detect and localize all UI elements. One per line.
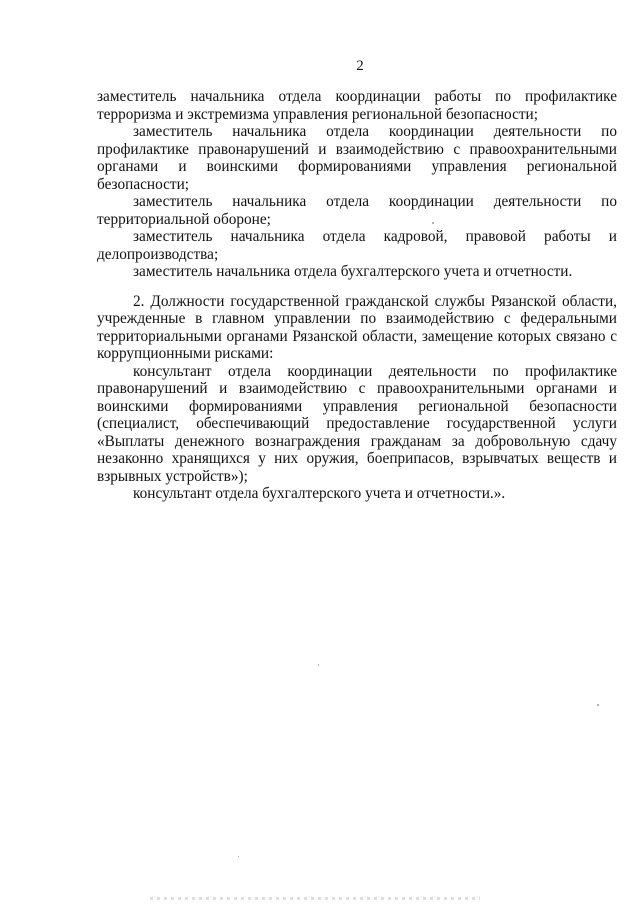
scan-speck	[432, 222, 434, 224]
document-body	[97, 88, 617, 503]
scan-speck	[238, 856, 239, 857]
paragraph-deputy-offense-prevention: заместитель начальника отдела координации деятельности по профилактике правонарушений и взаимодействию с правоохранительными органами и воинскими формированиями управления региональной безопасности;	[97, 123, 617, 193]
paragraph-consultant-offense-prevention: консультант отдела координации деятельности по профилактике правонарушений и взаимодействию с правоохранительными органами и воинскими формированиями управления региональной безопасности (специалист, обеспечивающий предоставление государственной услуги «Выплаты денежного вознаграждения гражданам за добровольную сдачу незаконно хранящихся у них оружия, боеприпасов, взрывчатых веществ и взрывных устройств»);	[97, 362, 617, 485]
paragraph-deputy-accounting: заместитель начальника отдела бухгалтерского учета и отчетности.	[133, 263, 573, 280]
paragraph-deputy-terrorism: заместитель начальника отдела координации работы по профилактике терроризма и экстремизма управления региональной безопасности;	[97, 88, 617, 123]
paragraph-deputy-territorial-defense: заместитель начальника отдела координации деятельности по территориальной обороне;	[97, 193, 617, 228]
paragraph-consultant-accounting: консультант отдела бухгалтерского учета и отчетности.».	[133, 485, 506, 502]
scan-speck	[597, 704, 599, 706]
scan-edge-artifact	[150, 897, 480, 900]
section-spacer	[97, 281, 617, 293]
paragraph-section-2-heading: 2. Должности государственной гражданской службы Рязанской области, учрежденные в главном управлении по взаимодействию с федеральными территориальными органами Рязанской области, замещение которых связано с коррупционными рисками:	[97, 292, 617, 362]
page-number: 2	[356, 58, 364, 74]
paragraph-deputy-personnel-legal: заместитель начальника отдела кадровой, правовой работы и делопроизводства;	[97, 228, 617, 263]
scan-speck	[318, 664, 319, 666]
